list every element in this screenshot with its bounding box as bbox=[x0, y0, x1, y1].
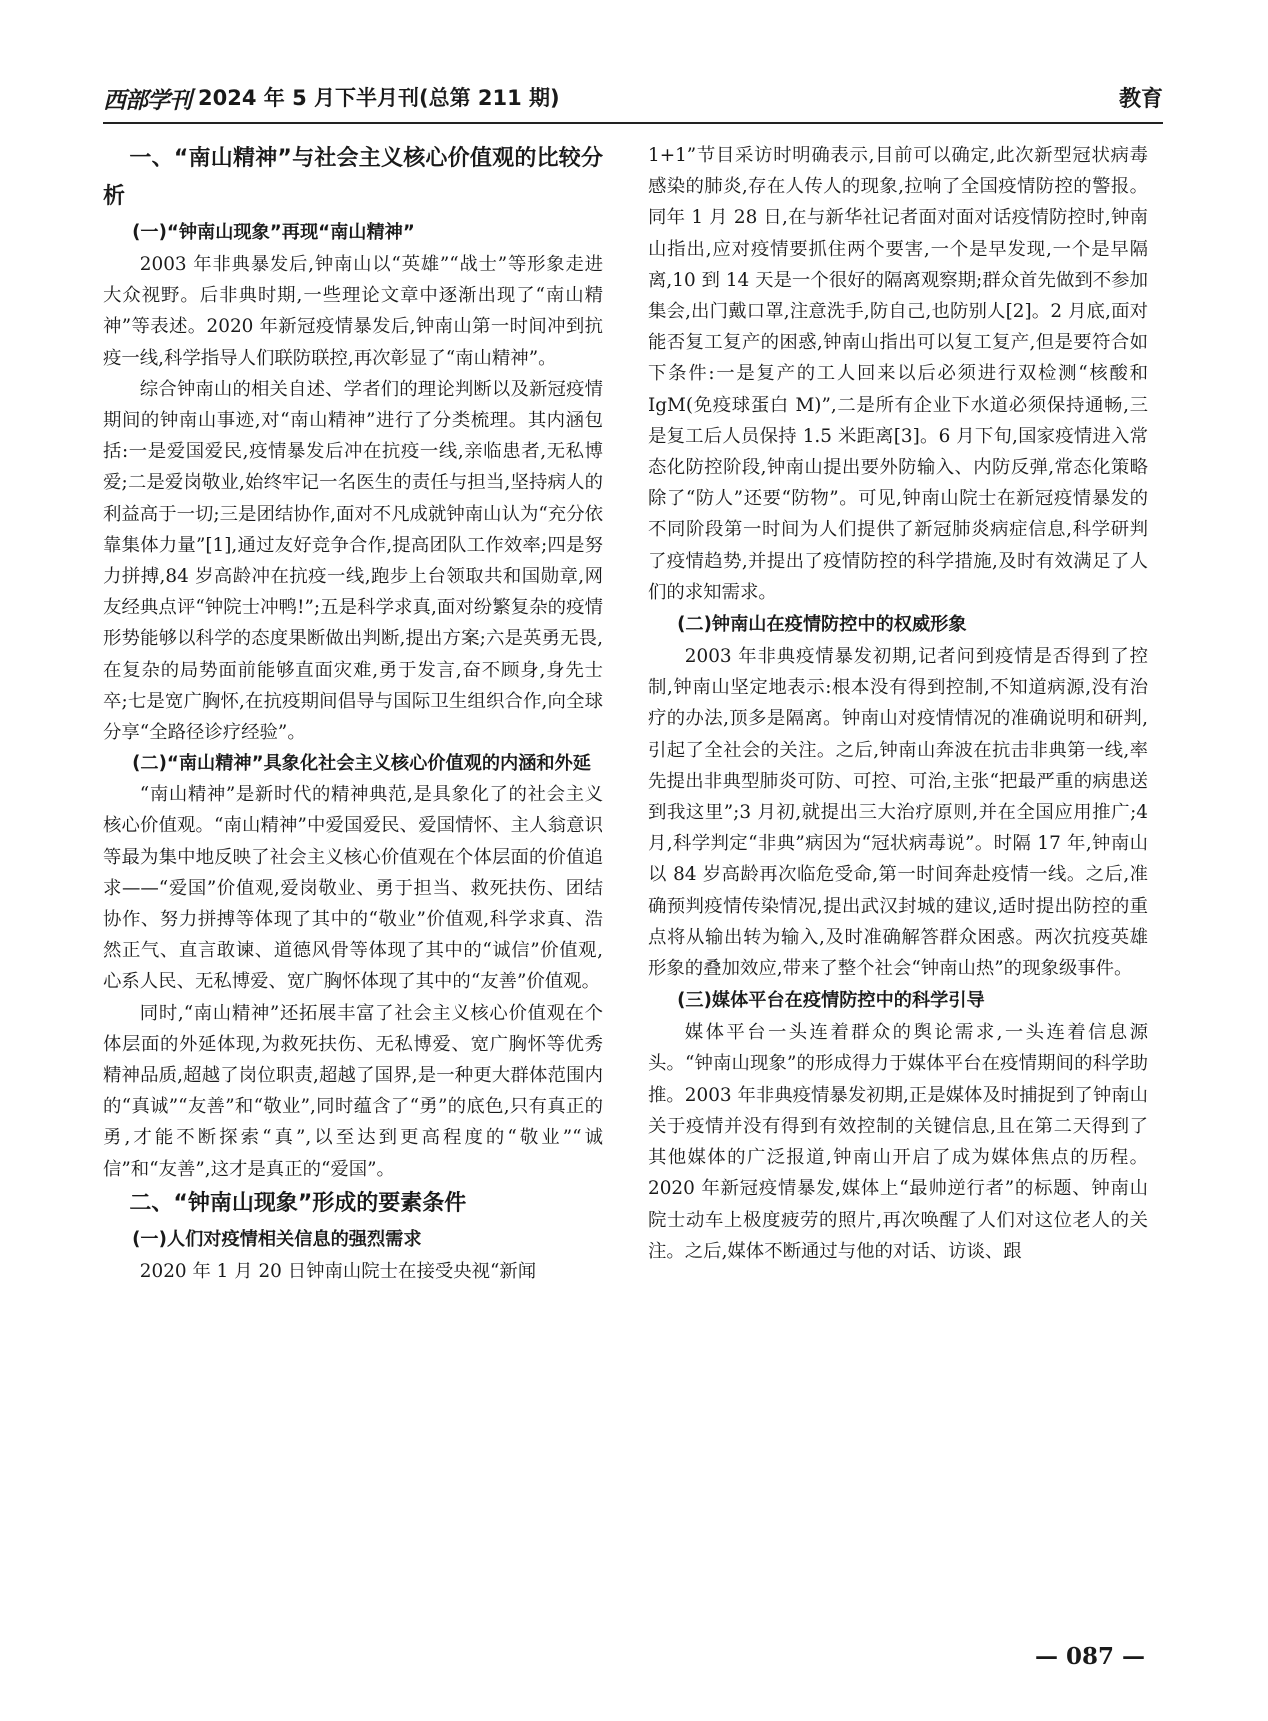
subheading-1-1: (一)“钟南山现象”再现“南山精神” bbox=[132, 222, 415, 243]
subheading-2-2: (二)钟南山在疫情防控中的权威形象 bbox=[677, 614, 967, 636]
paragraph: 媒体平台一头连着群众的舆论需求,一头连着信息源头。“钟南山现象”的形成得力于媒体平台在疫情期间的科学助推。2003 年非典疫情暴发初期,正是媒体及时捕捉到了钟南山关于疫情并没有得到有效控制的关键信息,且在第二天得到了其他媒体的广泛报道,钟南山开启了成为媒体焦点的历程。2020 年新冠疫情暴发,媒体上“最帅逆行者”的标题、钟南山院士动车上极度疲劳的照片,再次唤醒了人们对这位老人的关注。之后,媒体不断通过与他的对话、访谈、跟 bbox=[648, 1022, 1148, 1262]
right-column bbox=[648, 140, 1148, 1267]
paragraph: 2020 年 1 月 20 日钟南山院士在接受央视“新闻 bbox=[139, 1260, 537, 1282]
subheading-2-1: (一)人们对疫情相关信息的强烈需求 bbox=[132, 1228, 422, 1250]
header-rule bbox=[103, 122, 1163, 124]
paragraph: 1+1”节目采访时明确表示,目前可以确定,此次新型冠状病毒感染的肺炎,存在人传人的现象,拉响了全国疫情防控的警报。同年 1 月 28 日,在与新华社记者面对面对话疫情防控时,钟南山指出,应对疫情要抓住两个要害,一个是早发现,一个是早隔离,10 到 14 天是一个很好的隔离观察期;群众首先做到不参加集会,出门戴口罩,注意洗手,防自己,也防别人[2]。2 月底,面对能否复工复产的困惑,钟南山指出可以复工复产,但是要符合如下条件:一是复产的工人回来以后必须进行双检测“核酸和 IgM(免疫球蛋白 M)”,二是所有企业下水道必须保持通畅,三是复工后人员保持 1.5 米距离[3]。6 月下旬,国家疫情进入常态化防控阶段,钟南山提出要外防输入、内防反弹,常态化策略除了“防人”还要“防物”。可见,钟南山院士在新冠疫情暴发的不同阶段第一时间为人们提供了新冠肺炎病症信息,科学研判了疫情趋势,并提出了疫情防控的科学措施,及时有效满足了人们的求知需求。 bbox=[648, 145, 1148, 603]
page-number: — 087 — bbox=[1035, 1643, 1146, 1670]
section-heading-1: 一、“南山精神”与社会主义核心价值观的比较分析 bbox=[103, 146, 603, 209]
section-heading-2: 二、“钟南山现象”形成的要素条件 bbox=[129, 1190, 467, 1216]
journal-logo: 西部学刊 bbox=[103, 87, 191, 114]
section-label: 教育 bbox=[1118, 87, 1163, 112]
left-column bbox=[103, 140, 603, 1287]
paragraph: 2003 年非典疫情暴发初期,记者问到疫情是否得到了控制,钟南山坚定地表示:根本没有得到控制,不知道病源,没有治疗的办法,顶多是隔离。钟南山对疫情情况的准确说明和研判,引起了全社会的关注。之后,钟南山奔波在抗击非典第一线,率先提出非典型肺炎可防、可控、可治,主张“把最严重的病患送到我这里”;3 月初,就提出三大治疗原则,并在全国应用推广;4 月,科学判定“非典”病因为“冠状病毒说”。时隔 17 年,钟南山以 84 岁高龄再次临危受命,第一时间奔赴疫情一线。之后,准确预判疫情传染情况,提出武汉封城的建议,适时提出防控的重点将从输出转为输入,及时准确解答群众困惑。两次抗疫英雄形象的叠加效应,带来了整个社会“钟南山热”的现象级事件。 bbox=[648, 646, 1148, 980]
paragraph: “南山精神”是新时代的精神典范,是具象化了的社会主义核心价值观。“南山精神”中爱国爱民、爱国情怀、主人翁意识等最为集中地反映了社会主义核心价值观在个体层面的价值追求——“爱国”价值观,爱岗敬业、勇于担当、救死扶伤、团结协作、努力拼搏等体现了其中的“敬业”价值观,科学求真、浩然正气、直言敢谏、道德风骨等体现了其中的“诚信”价值观,心系人民、无私博爱、宽广胸怀体现了其中的“友善”价值观。 bbox=[103, 784, 603, 993]
paragraph: 综合钟南山的相关自述、学者们的理论判断以及新冠疫情期间的钟南山事迹,对“南山精神”进行了分类梳理。其内涵包括:一是爱国爱民,疫情暴发后冲在抗疫一线,亲临患者,无私博爱;二是爱岗敬业,始终牢记一名医生的责任与担当,坚持病人的利益高于一切;三是团结协作,面对不凡成就钟南山认为“充分依靠集体力量”[1],通过友好竞争合作,提高团队工作效率;四是努力拼搏,84 岁高龄冲在抗疫一线,跑步上台领取共和国勋章,网友经典点评“钟院士冲鸭!”;五是科学求真,面对纷繁复杂的疫情形势能够以科学的态度果断做出判断,提出方案;六是英勇无畏,在复杂的局势面前能够直面灾难,勇于发言,奋不顾身,身先士卒;七是宽广胸怀,在抗疫期间倡导与国际卫生组织合作,向全球分享“全路径诊疗经验”。 bbox=[103, 378, 603, 744]
paragraph: 同时,“南山精神”还拓展丰富了社会主义核心价值观在个体层面的外延体现,为救死扶伤、无私博爱、宽广胸怀等优秀精神品质,超越了岗位职责,超越了国界,是一种更大群体范围内的“真诚”“友善”和“敬业”,同时蕴含了“勇”的底色,只有真正的勇,才能不断探索“真”,以至达到更高程度的“敬业”“诚信”和“友善”,这才是真正的“爱国”。 bbox=[103, 1002, 603, 1180]
page-header bbox=[103, 82, 1163, 122]
paragraph: 2003 年非典暴发后,钟南山以“英雄”“战士”等形象走进大众视野。后非典时期,一些理论文章中逐渐出现了“南山精神”等表述。2020 年新冠疫情暴发后,钟南山第一时间冲到抗疫一线,科学指导人们联防联控,再次彰显了“南山精神”。 bbox=[103, 254, 603, 369]
issue-info: 2024 年 5 月下半月刊(总第 211 期) bbox=[198, 86, 560, 110]
subheading-2-3: (三)媒体平台在疫情防控中的科学引导 bbox=[677, 990, 985, 1012]
subheading-1-2: (二)“南山精神”具象化社会主义核心价值观的内涵和外延 bbox=[132, 753, 591, 775]
